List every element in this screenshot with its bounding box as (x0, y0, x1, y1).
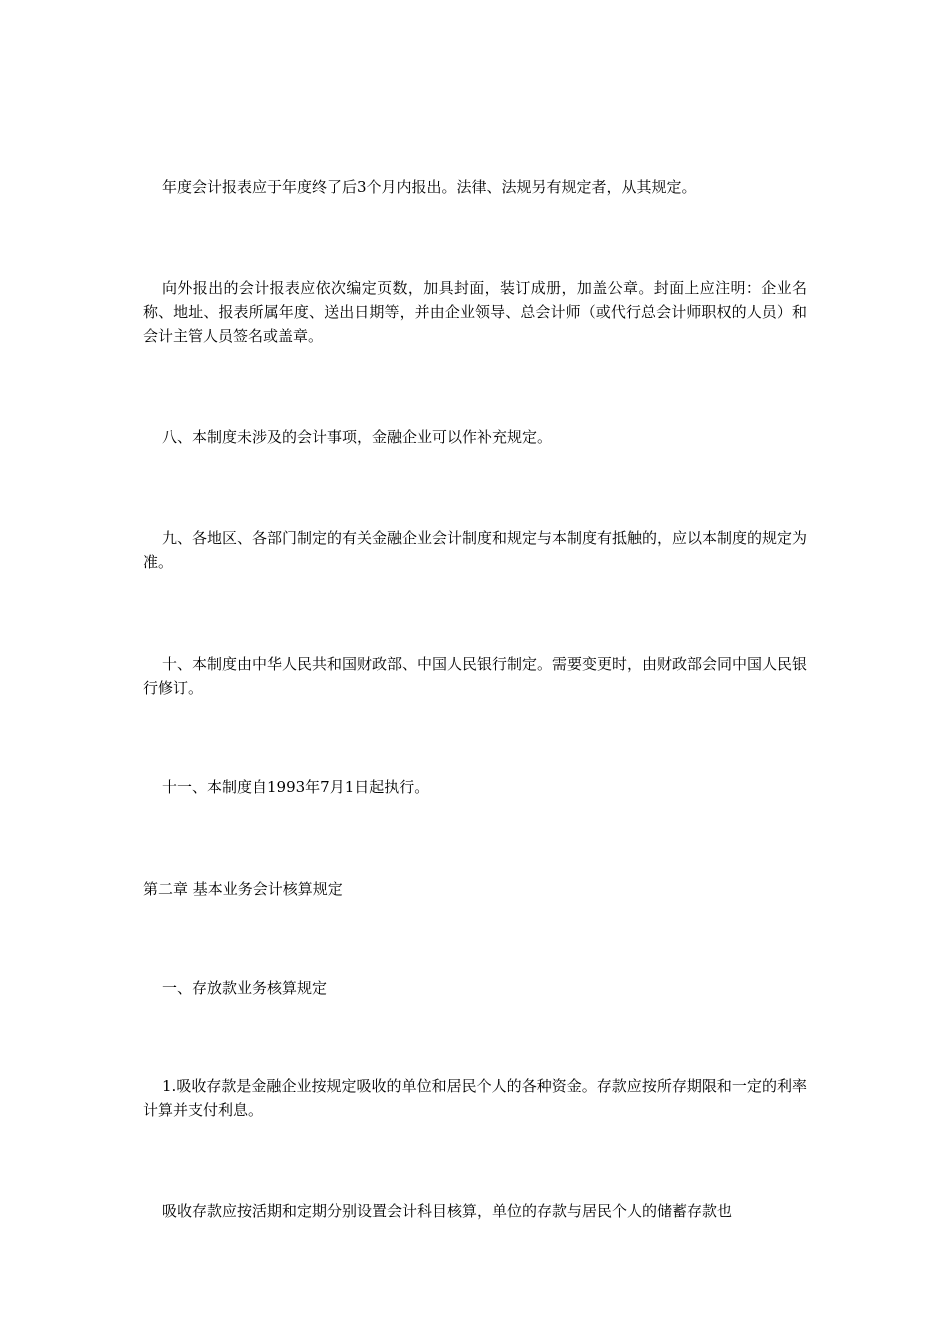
paragraph-deposits-accounting: 吸收存款应按活期和定期分别设置会计科目核算，单位的存款与居民个人的储蓄存款也 (162, 1202, 733, 1220)
chapter-heading: 第二章 基本业务会计核算规定 (143, 880, 343, 898)
paragraph-article-11: 十一、本制度自1993年7月1日起执行。 (162, 778, 430, 796)
paragraph-article-9: 九、各地区、各部门制定的有关金融企业会计制度和规定与本制度有抵触的，应以本制度的规定为准。 (143, 529, 808, 571)
paragraph-deposits-definition: 1.吸收存款是金融企业按规定吸收的单位和居民个人的各种资金。存款应按所存期限和一定的利率计算并支付利息。 (143, 1077, 807, 1119)
paragraph-article-8: 八、本制度未涉及的会计事项，金融企业可以作补充规定。 (162, 428, 553, 446)
paragraph-article-10: 十、本制度由中华人民共和国财政部、中国人民银行制定。需要变更时，由财政部会同中国人民银行修订。 (143, 655, 808, 697)
paragraph-report-binding: 向外报出的会计报表应依次编定页数，加具封面，装订成册，加盖公章。封面上应注明：企业名称、地址、报表所属年度、送出日期等，并由企业领导、总会计师（或代行总会计师职权的人员）和会计主管人员签名或盖章。 (143, 279, 807, 345)
paragraph-annual-report-deadline: 年度会计报表应于年度终了后3个月内报出。法律、法规另有规定者，从其规定。 (162, 178, 697, 196)
section-heading-deposits-loans: 一、存放款业务核算规定 (162, 979, 328, 997)
